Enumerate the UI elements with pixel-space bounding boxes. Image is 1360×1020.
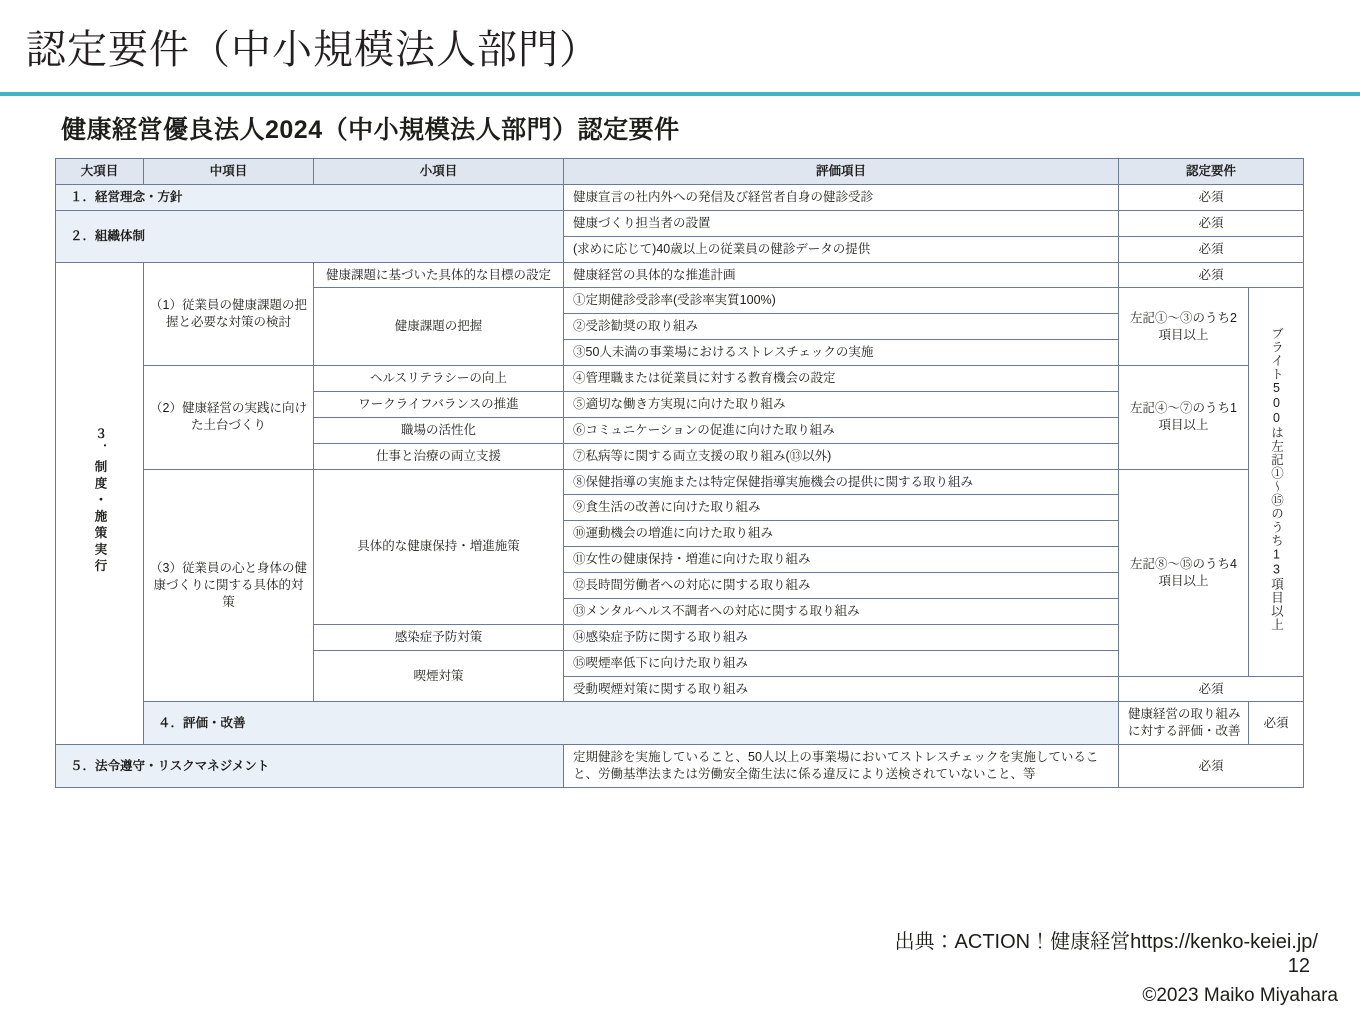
small-item: 職場の活性化: [314, 417, 564, 443]
eval-item: 健康経営の取り組みに対する評価・改善: [1119, 702, 1249, 745]
eval-item: ⑤適切な働き方実現に向けた取り組み: [564, 391, 1119, 417]
requirements-table: [55, 158, 1304, 788]
requirement-value: 必須: [1119, 184, 1304, 210]
eval-item: ②受診勧奨の取り組み: [564, 314, 1119, 340]
small-item: 喫煙対策: [314, 650, 564, 702]
col-header-eval: 評価項目: [564, 159, 1119, 185]
requirement-note-2: 左記④～⑦のうち1項目以上: [1119, 366, 1249, 470]
eval-item: ③50人未満の事業場におけるストレスチェックの実施: [564, 340, 1119, 366]
requirement-value: 必須: [1119, 236, 1304, 262]
requirement-value: 必須: [1119, 745, 1304, 788]
eval-item: ①定期健診受診率(受診率実質100%): [564, 288, 1119, 314]
eval-item: 定期健診を実施していること、50人以上の事業場においてストレスチェックを実施していること、労働基準法または労働安全衛生法に係る違反により送検されていないこと、等: [564, 745, 1119, 788]
eval-item: ⑪女性の健康保持・増進に向けた取り組み: [564, 547, 1119, 573]
col-header-small: 小項目: [314, 159, 564, 185]
small-item: ワークライフバランスの推進: [314, 391, 564, 417]
mid-item-1: （1）従業員の健康課題の把握と必要な対策の検討: [144, 262, 314, 366]
requirement-note-1: 左記①～③のうち2項目以上: [1119, 288, 1249, 366]
page-title: 認定要件（中小規模法人部門）: [26, 28, 600, 72]
category-5: ５．法令遵守・リスクマネジメント: [56, 745, 564, 788]
eval-item: ⑧保健指導の実施または特定保健指導実施機会の提供に関する取り組み: [564, 469, 1119, 495]
eval-item: 健康経営の具体的な推進計画: [564, 262, 1119, 288]
eval-item: ⑮喫煙率低下に向けた取り組み: [564, 650, 1119, 676]
eval-item: ⑬メンタルヘルス不調者への対応に関する取り組み: [564, 598, 1119, 624]
small-item: 健康課題に基づいた具体的な目標の設定: [314, 262, 564, 288]
eval-item: ⑨食生活の改善に向けた取り組み: [564, 495, 1119, 521]
copyright-notice: ©2023 Maiko Miyahara: [1142, 985, 1338, 1006]
table-row: [56, 210, 1304, 236]
table-row: [56, 469, 1304, 495]
small-item: 仕事と治療の両立支援: [314, 443, 564, 469]
eval-item: ⑫長時間労働者への対応に関する取り組み: [564, 573, 1119, 599]
source-citation: 出典：ACTION！健康経営https://kenko-keiei.jp/: [894, 931, 1318, 953]
eval-item: 健康づくり担当者の設置: [564, 210, 1119, 236]
table-row: [56, 366, 1304, 392]
category-1: １．経営理念・方針: [56, 184, 564, 210]
category-3: ３．制度・施策実行: [56, 262, 144, 745]
requirement-bright500: ブライト500は左記①～⑮のうち13項目以上: [1249, 288, 1304, 676]
small-item: 感染症予防対策: [314, 624, 564, 650]
eval-item: ⑦私病等に関する両立支援の取り組み(⑬以外): [564, 443, 1119, 469]
small-item: 健康課題の把握: [314, 288, 564, 366]
category-4: ４．評価・改善: [144, 702, 1119, 745]
category-2: ２．組織体制: [56, 210, 564, 262]
title-divider: [0, 92, 1360, 96]
table-header-row: [56, 159, 1304, 185]
small-item: 具体的な健康保持・増進施策: [314, 469, 564, 624]
table-row: [56, 262, 1304, 288]
requirement-note-3: 左記⑧～⑮のうち4項目以上: [1119, 469, 1249, 676]
page-number: 12: [1287, 955, 1310, 977]
mid-item-3: （3）従業員の心と身体の健康づくりに関する具体的対策: [144, 469, 314, 702]
requirement-value: 必須: [1119, 262, 1304, 288]
eval-item: 受動喫煙対策に関する取り組み: [564, 676, 1119, 702]
col-header-large: 大項目: [56, 159, 144, 185]
eval-item: ④管理職または従業員に対する教育機会の設定: [564, 366, 1119, 392]
requirements-figure: [55, 110, 1310, 788]
table-row: [56, 745, 1304, 788]
requirement-value: 必須: [1249, 702, 1304, 745]
eval-item: 健康宣言の社内外への発信及び経営者自身の健診受診: [564, 184, 1119, 210]
eval-item: ⑭感染症予防に関する取り組み: [564, 624, 1119, 650]
table-row: [56, 184, 1304, 210]
small-item: ヘルスリテラシーの向上: [314, 366, 564, 392]
requirement-value: 必須: [1119, 676, 1304, 702]
figure-heading: 健康経営優良法人2024（中小規模法人部門）認定要件: [61, 116, 680, 144]
eval-item: ⑩運動機会の増進に向けた取り組み: [564, 521, 1119, 547]
col-header-requirement: 認定要件: [1119, 159, 1304, 185]
requirement-value: 必須: [1119, 210, 1304, 236]
eval-item: ⑥コミュニケーションの促進に向けた取り組み: [564, 417, 1119, 443]
table-row: [56, 702, 1304, 745]
eval-item: (求めに応じて)40歳以上の従業員の健診データの提供: [564, 236, 1119, 262]
mid-item-2: （2）健康経営の実践に向けた土台づくり: [144, 366, 314, 470]
col-header-medium: 中項目: [144, 159, 314, 185]
